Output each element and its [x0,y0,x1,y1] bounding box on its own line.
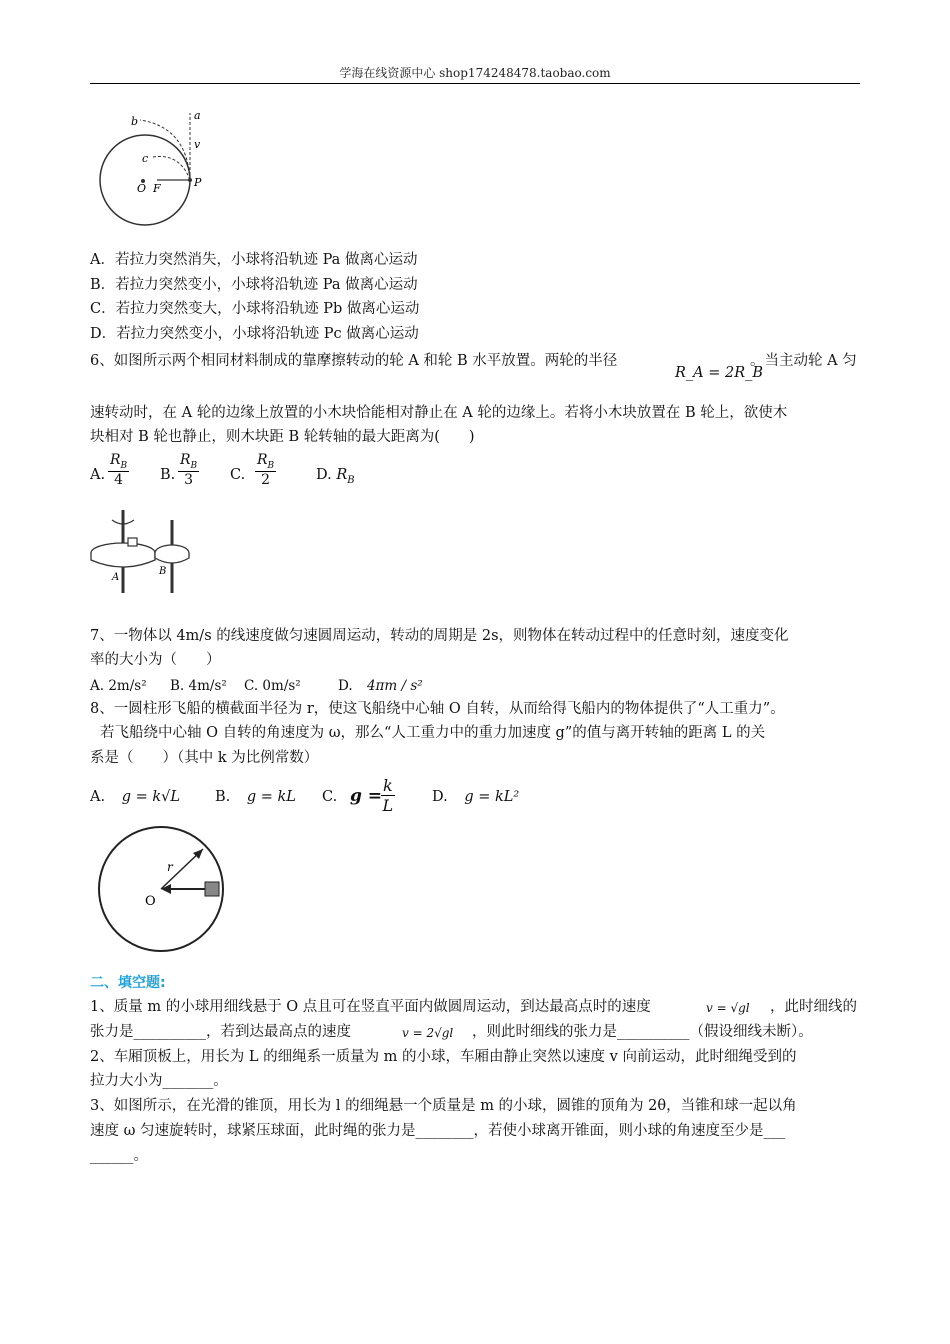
q6-option-d-sub: B [347,474,355,486]
q6-option-c-label: C. [230,467,246,483]
label-center-o: O [145,894,156,909]
q6-option-b-sub: B [190,460,198,471]
label-r: r [167,860,173,874]
q6-option-b-den: 3 [184,471,194,488]
q8-line1: 8、一圆柱形飞船的横截面半径为 r，使这飞船绕中心轴 O 自转，从而给得飞船内的物体提供了“人工重力”。 [90,701,785,717]
wheel-b-side [155,553,189,563]
q8-option-a-value: g = k√L [121,789,181,805]
q7-option-d-label: D. [338,678,353,694]
q7-option-a: A. 2m/s² [90,678,147,694]
q6-option-c-sub: B [267,460,275,471]
q5-option-b: B．若拉力突然变小，小球将沿轨迹 Pa 做离心运动 [90,277,418,293]
q7-line2: 率的大小为（ ） [90,652,221,668]
q7-option-b: B. 4m/s² [170,678,227,694]
q6-line2: 速转动时，在 A 轮的边缘上放置的小木块恰能相对静止在 A 轮的边缘上。若将小木块放置在 B 轮上，欲使木 [90,405,788,421]
q8-line3: 系是（ ）（其中 k 为比例常数） [90,750,319,766]
q6-option-b-frac [178,452,199,488]
figure-spaceship [95,826,230,956]
wheel-a-side [91,553,155,567]
trajectory-c [153,156,190,180]
section2-title: 二、填空题: [90,975,166,991]
q5-option-d: D．若拉力突然变小，小球将沿轨迹 Pc 做离心运动 [90,326,419,342]
q6-option-d-value: R [336,467,348,483]
object-block [205,882,219,896]
q6-line1: 6、如图所示两个相同材料制成的靠摩擦转动的轮 A 和轮 B 水平放置。两轮的半径 [90,353,618,369]
q6-formula-text: R_A = 2R_B [675,365,764,381]
q6-option-a-num: R [110,452,121,468]
label-a: a [194,109,201,122]
q8-option-c-frac [381,776,395,815]
s2-q3-line1: 3、如图所示，在光滑的锥顶，用长为 l 的细绳悬一个质量是 m 的小球，圆锥的顶角为 2θ，当锥和球一起以角 [90,1098,797,1114]
figure-circular-motion [95,105,215,230]
header-divider [90,83,860,84]
page-header: 学海在线资源中心 shop174248478.taobao.com [339,66,611,80]
q8-option-b-value: g = kL [246,789,296,805]
q6-option-c-frac [255,452,276,488]
q6-option-b-num: R [180,452,191,468]
s2-q1-v2: v = 2√gl [402,1026,454,1040]
q6-option-b-label: B. [160,467,176,483]
q6-option-a-frac [108,452,129,488]
q8-option-d-value: g = kL² [464,789,520,805]
q8-option-c-num: k [383,776,393,795]
q5-option-a: A．若拉力突然消失，小球将沿轨迹 Pa 做离心运动 [90,252,418,268]
s2-q2-line1: 2、车厢顶板上，用长为 L 的细绳系一质量为 m 的小球，车厢由静止突然以速度 v 向前运动，此时细绳受到的 [90,1049,797,1065]
s2-q1-line1: 1、质量 m 的小球用细线悬于 O 点且可在竖直平面内做圆周运动，到达最高点时的速度 [90,999,651,1015]
label-o: O [137,182,147,195]
q8-option-b-label: B. [215,789,231,805]
label-b: b [131,115,139,128]
q6-line3: 块相对 B 轮也静止，则木块距 B 轮转轴的最大距离为( ) [90,429,475,445]
label-c: c [142,152,149,165]
q8-line2: 若飞船绕中心轴 O 自转的角速度为 ω，那么“人工重力中的重力加速度 g”的值与离开转轴的距离 L 的关 [100,725,766,741]
label-v: v [194,138,201,151]
label-f: F [153,182,161,195]
q6-option-a-sub: B [120,460,128,471]
q8-option-d-label: D. [432,789,448,805]
q6-option-a-label: A. [90,467,106,483]
q7-option-d-value: 4πm / s² [366,678,423,694]
q8-option-c-den: L [382,796,394,815]
q8-option-b [215,787,296,807]
q6-option-d-label: D. [316,467,332,483]
s2-q1-line1-end: ，此时细线的 [770,999,857,1015]
force-arrowhead [161,884,171,894]
q7-line1: 7、一物体以 4m/s 的线速度做匀速圆周运动，转动的周期是 2s，则物体在转动过程中的任意时刻，速度变化 [90,628,789,644]
q8-option-a-label: A. [90,789,106,805]
ball-p [188,178,192,182]
q5-option-c: C．若拉力突然变大，小球将沿轨迹 Pb 做离心运动 [90,301,420,317]
s2-q1-v1: v = √gl [706,1001,750,1015]
label-p: P [194,176,202,189]
q7-option-c: C. 0m/s² [244,678,301,694]
q6-option-d [316,465,355,491]
s2-q2-line2: 拉力大小为_______。 [90,1073,228,1089]
q6-option-c-den: 2 [261,471,271,488]
s2-q1-line2a: 张力是__________，若到达最高点的速度 [90,1024,351,1040]
q8-option-d [432,787,519,807]
q6-option-c-num: R [257,452,268,468]
q8-option-c-label: C. [322,789,338,805]
q6-line1-end: 。当主动轮 A 匀 [750,353,857,369]
trajectory-b [140,120,190,180]
s2-q3-line3: ______。 [90,1148,148,1164]
label-wheel-b: B [159,566,167,577]
q8-option-c-lhs: g = [350,786,383,806]
q6-option-a-den: 4 [114,471,124,488]
q7-option-d [338,676,423,696]
label-wheel-a: A [112,572,120,583]
q8-option-a [90,787,180,807]
s2-q1-line2b: ，则此时细线的张力是__________（假设细线未断）。 [472,1024,813,1040]
wood-block [128,538,137,546]
s2-q3-line2: 速度 ω 匀速旋转时，球紧压球面，此时绳的张力是________，若使小球离开锥面，则小球的角速度至少是___ [90,1123,786,1139]
figure-friction-wheels [88,508,198,598]
